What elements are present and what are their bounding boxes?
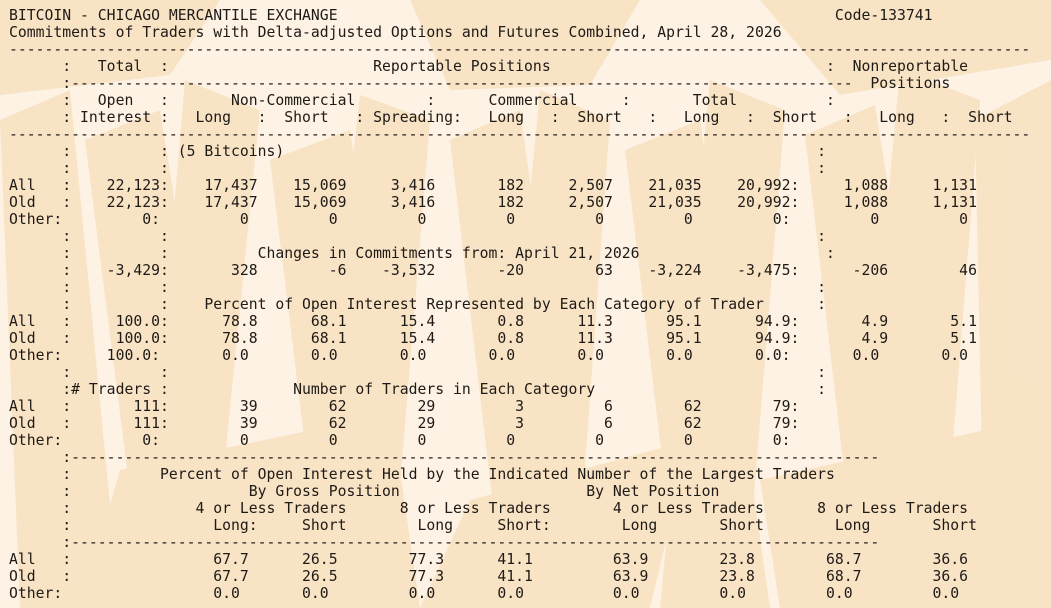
- separator-line: -------------------------------------------------------------------------------------------------------------------: [9, 41, 1031, 58]
- section-title-traders: :# Traders : Number of Traders in Each Category :: [9, 381, 826, 398]
- positions-row-old: Old : 22,123: 17,437 15,069 3,416 182 2,507 21,035 20,992: 1,088 1,131: [9, 194, 977, 211]
- percent-row-all: All : 100.0: 78.8 68.1 15.4 0.8 11.3 95.1 94.9: 4.9 5.1: [9, 313, 977, 330]
- report-title-line: BITCOIN - CHICAGO MERCANTILE EXCHANGE Code-133741: [9, 7, 933, 24]
- largest-traders-row-old: Old : 67.7 26.5 77.3 41.1 63.9 23.8 68.7 36.6: [9, 568, 969, 585]
- traders-row-all: All : 111: 39 62 29 3 6 62 79:: [9, 398, 800, 415]
- percent-row-other: Other: 100.0: 0.0 0.0 0.0 0.0 0.0 0.0 0.0: 0.0 0.0: [9, 347, 969, 364]
- traders-row-old: Old : 111: 39 62 29 3 6 62 79:: [9, 415, 800, 432]
- section-title-largest-traders: : Percent of Open Interest Held by the Indicated Number of the Largest Traders: [9, 466, 835, 483]
- unit-line: : : (5 Bitcoins) :: [9, 143, 826, 160]
- spacer-line: : : :: [9, 228, 826, 245]
- separator-line: -------------------------------------------------------------------------------------------------------------------: [9, 126, 1031, 143]
- positions-row-all: All : 22,123: 17,437 15,069 3,416 182 2,507 21,035 20,992: 1,088 1,131: [9, 177, 977, 194]
- column-header-line: :---------------------------------------------------------------------------------------- Positions: [9, 75, 951, 92]
- position-type-header: : By Gross Position By Net Position: [9, 483, 720, 500]
- report-subtitle-line: Commitments of Traders with Delta-adjusted Options and Futures Combined, April 28, 2026: [9, 24, 782, 41]
- trader-count-header: : 4 or Less Traders 8 or Less Traders 4 or Less Traders 8 or Less Traders: [9, 500, 969, 517]
- cot-report: [9, 7, 1030, 602]
- spacer-line: : : :: [9, 279, 826, 296]
- column-header-line: : Interest : Long : Short : Spreading: Long : Short : Long : Short : Long : Short: [9, 109, 1013, 126]
- separator-line: :-------------------------------------------------------------------------------------------: [9, 449, 880, 466]
- spacer-line: : : :: [9, 160, 826, 177]
- section-title-changes: : : Changes in Commitments from: April 21, 2026 :: [9, 245, 835, 262]
- spacer-line: : : :: [9, 364, 826, 381]
- long-short-header: : Long: Short Long Short: Long Short Long Short: [9, 517, 977, 534]
- largest-traders-row-all: All : 67.7 26.5 77.3 41.1 63.9 23.8 68.7 36.6: [9, 551, 969, 568]
- changes-row: : -3,429: 328 -6 -3,532 -20 63 -3,224 -3,475: -206 46: [9, 262, 977, 279]
- traders-row-other: Other: 0: 0 0 0 0 0 0 0:: [9, 432, 791, 449]
- percent-row-old: Old : 100.0: 78.8 68.1 15.4 0.8 11.3 95.1 94.9: 4.9 5.1: [9, 330, 977, 347]
- section-title-percent: : : Percent of Open Interest Represented by Each Category of Trader :: [9, 296, 826, 313]
- separator-line: :-------------------------------------------------------------------------------------------: [9, 534, 880, 551]
- column-header-line: : Open : Non-Commercial : Commercial : Total :: [9, 92, 835, 109]
- largest-traders-row-other: Other: 0.0 0.0 0.0 0.0 0.0 0.0 0.0 0.0: [9, 585, 960, 602]
- column-header-line: : Total : Reportable Positions : Nonreportable: [9, 58, 969, 75]
- positions-row-other: Other: 0: 0 0 0 0 0 0 0: 0 0: [9, 211, 969, 228]
